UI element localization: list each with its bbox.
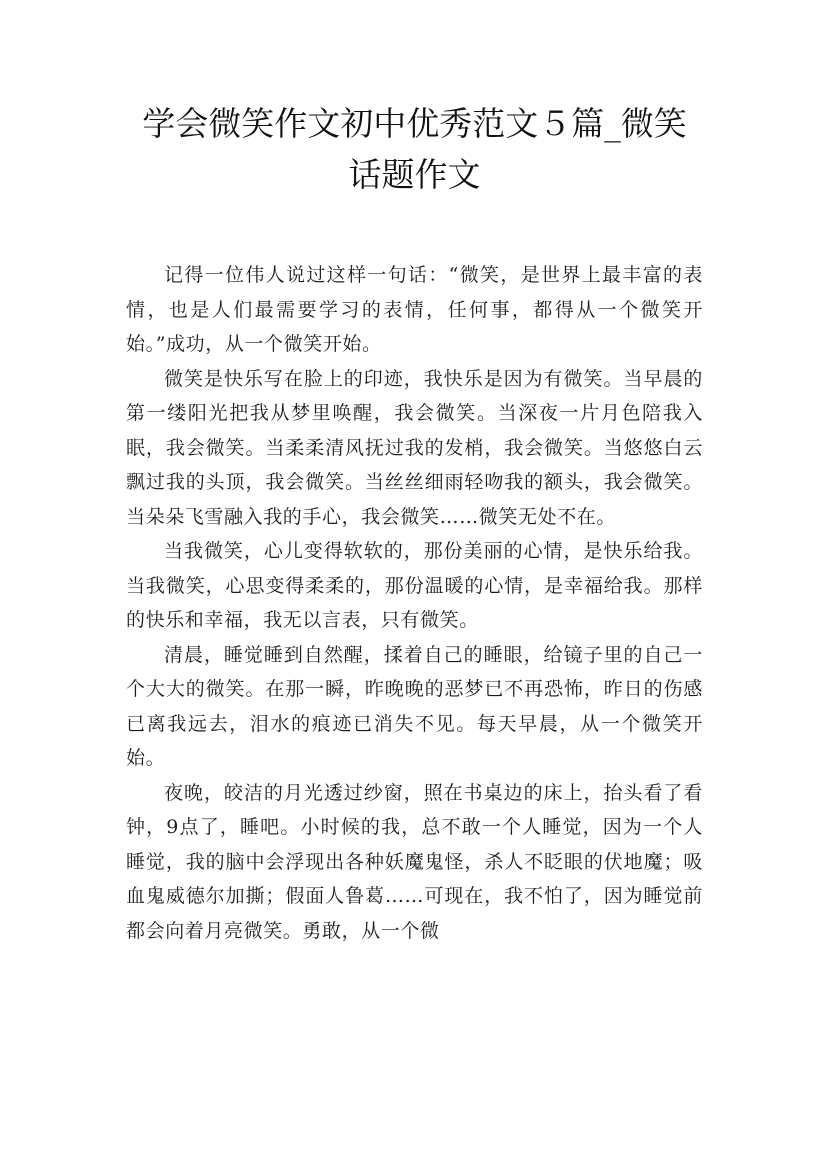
paragraph-5: 夜晚，皎洁的月光透过纱窗，照在书桌边的床上，抬头看了看钟，9点了，睡吧。小时候的我，总不敢一个人睡觉，因为一个人睡觉，我的脑中会浮现出各种妖魔鬼怪，杀人不眨眼的伏地魔；吸血鬼威德尔加撕；假面人鲁葛……可现在，我不怕了，因为睡觉前都会向着月亮微笑。勇敢，从一个微: [126, 781, 703, 942]
paragraph-3: 当我微笑，心儿变得软软的，那份美丽的心情，是快乐给我。当我微笑，心思变得柔柔的，那份温暖的心情，是幸福给我。那样的快乐和幸福，我无以言表，只有微笑。: [126, 540, 703, 631]
paragraph-1: 记得一位伟人说过这样一句话：“微笑，是世界上最丰富的表情，也是人们最需要学习的表情，任何事，都得从一个微笑开始。”成功，从一个微笑开始。: [126, 264, 703, 355]
document-title: 学会微笑作文初中优秀范文５篇_微笑话题作文: [142, 104, 687, 194]
paragraph-4: 清晨，睡觉睡到自然醒，揉着自己的睡眼，给镜子里的自己一个大大的微笑。在那一瞬，昨晚晚的恶梦已不再恐怖，昨日的伤感已离我远去，泪水的痕迹已消失不见。每天早晨，从一个微笑开始。: [126, 643, 703, 769]
paragraph-2: 微笑是快乐写在脸上的印迹，我快乐是因为有微笑。当早晨的第一缕阳光把我从梦里唤醒，我会微笑。当深夜一片月色陪我入眠，我会微笑。当柔柔清风抚过我的发梢，我会微笑。当悠悠白云飘过我的头顶，我会微笑。当丝丝细雨轻吻我的额头，我会微笑。当朵朵飞雪融入我的手心，我会微笑……微笑无处不在。: [126, 367, 703, 528]
document-body: [126, 258, 703, 948]
